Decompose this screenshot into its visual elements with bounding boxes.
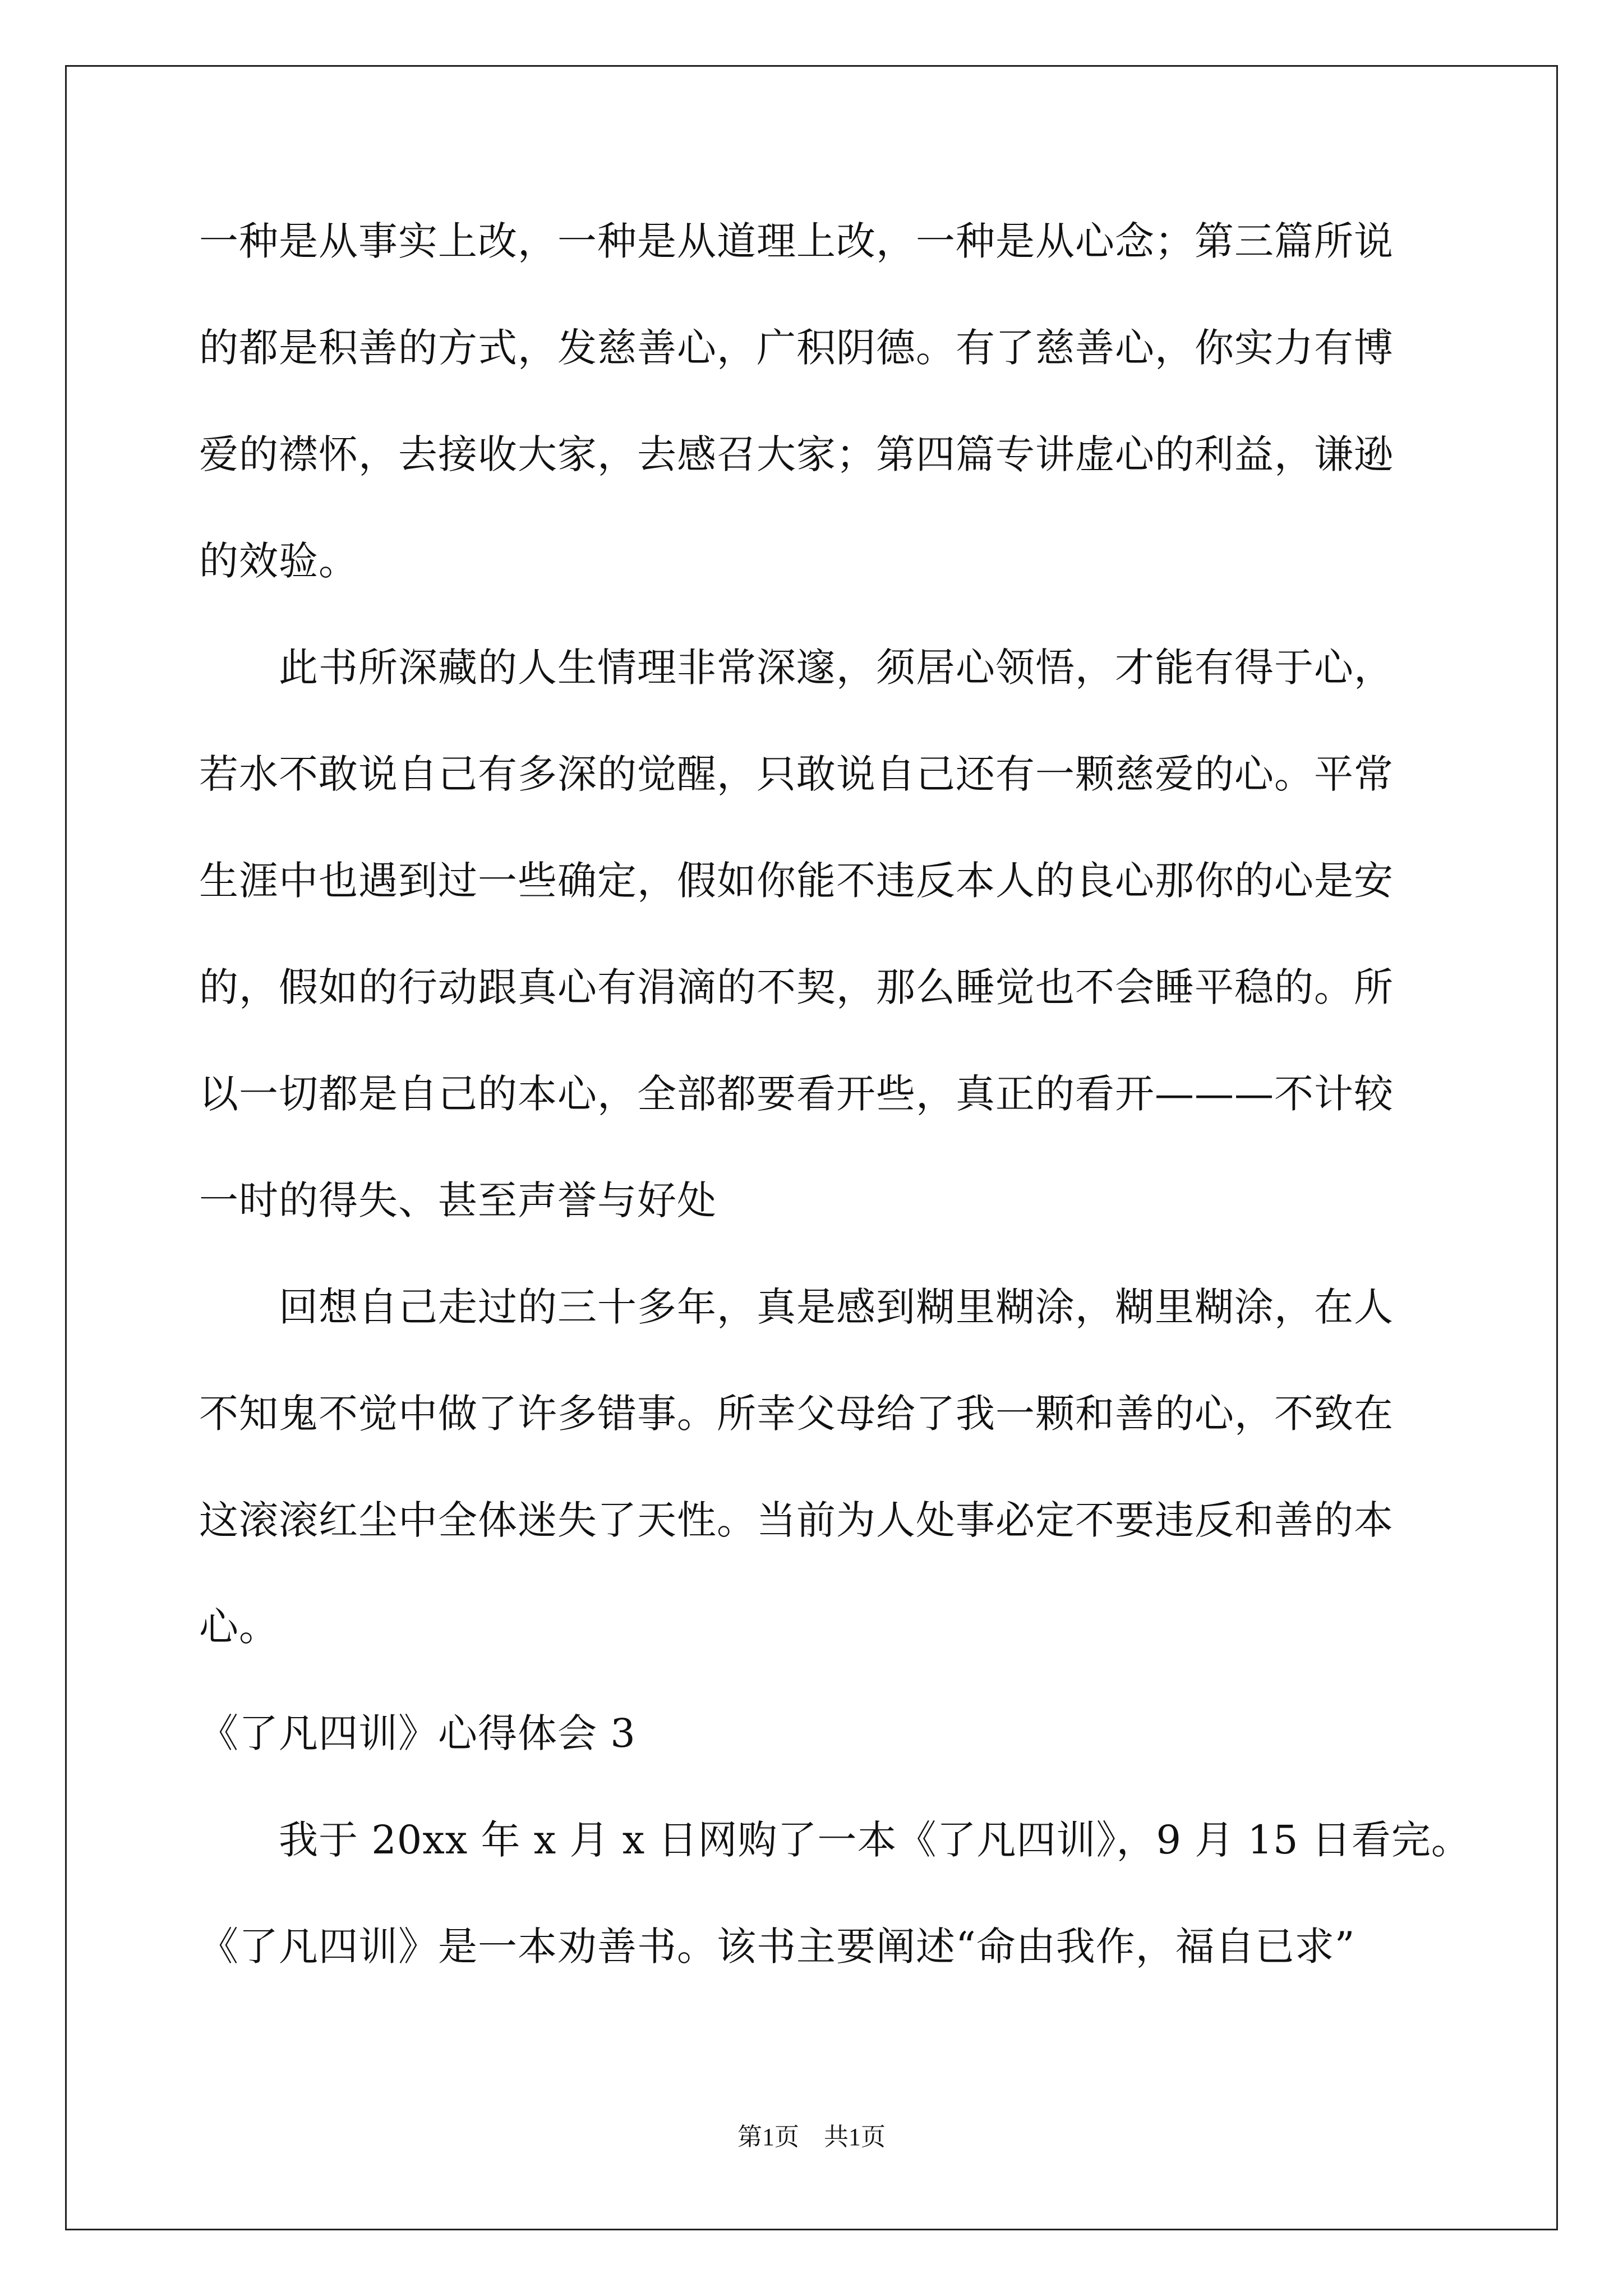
text-line-10: 一时的得失、甚至声誉与好处 xyxy=(199,1177,717,1223)
text-line-4: 的效验。 xyxy=(199,538,358,584)
text-line-1: 一种是从事实上改，一种是从道理上改，一种是从心念；第三篇所说 xyxy=(199,218,1394,264)
text-line-5: 此书所深藏的人生情理非常深邃，须居心领悟，才能有得于心， xyxy=(199,645,1394,691)
section-heading: 《了凡四训》心得体会 3 xyxy=(199,1710,636,1756)
text-line-13: 这滚滚红尘中全体迷失了天性。当前为人处事必定不要违反和善的本 xyxy=(199,1497,1394,1543)
text-line-14: 心。 xyxy=(199,1604,279,1650)
text-line-17: 《了凡四训》是一本劝善书。该书主要阐述“命由我作，福自已求” xyxy=(199,1924,1355,1970)
page-footer: 第1页 共1页 xyxy=(737,2123,886,2151)
page-border xyxy=(65,65,1558,2230)
text-line-12: 不知鬼不觉中做了许多错事。所幸父母给了我一颗和善的心，不致在 xyxy=(199,1391,1394,1437)
text-line-2: 的都是积善的方式，发慈善心，广积阴德。有了慈善心，你实力有博 xyxy=(199,325,1394,371)
text-line-7: 生涯中也遇到过一些确定，假如你能不违反本人的良心那你的心是安 xyxy=(199,858,1394,904)
text-line-9: 以一切都是自己的本心，全部都要看开些，真正的看开———不计较 xyxy=(199,1071,1394,1117)
text-line-3: 爱的襟怀，去接收大家，去感召大家；第四篇专讲虚心的利益，谦逊 xyxy=(199,431,1394,477)
text-line-16: 我于 20xx 年 x 月 x 日网购了一本《了凡四训》，9 月 15 日看完。 xyxy=(199,1817,1471,1863)
text-line-8: 的，假如的行动跟真心有涓滴的不契，那么睡觉也不会睡平稳的。所 xyxy=(199,964,1394,1010)
text-line-6: 若水不敢说自己有多深的觉醒，只敢说自己还有一颗慈爱的心。平常 xyxy=(199,751,1394,797)
text-line-11: 回想自己走过的三十多年，真是感到糊里糊涂，糊里糊涂，在人 xyxy=(199,1284,1394,1330)
